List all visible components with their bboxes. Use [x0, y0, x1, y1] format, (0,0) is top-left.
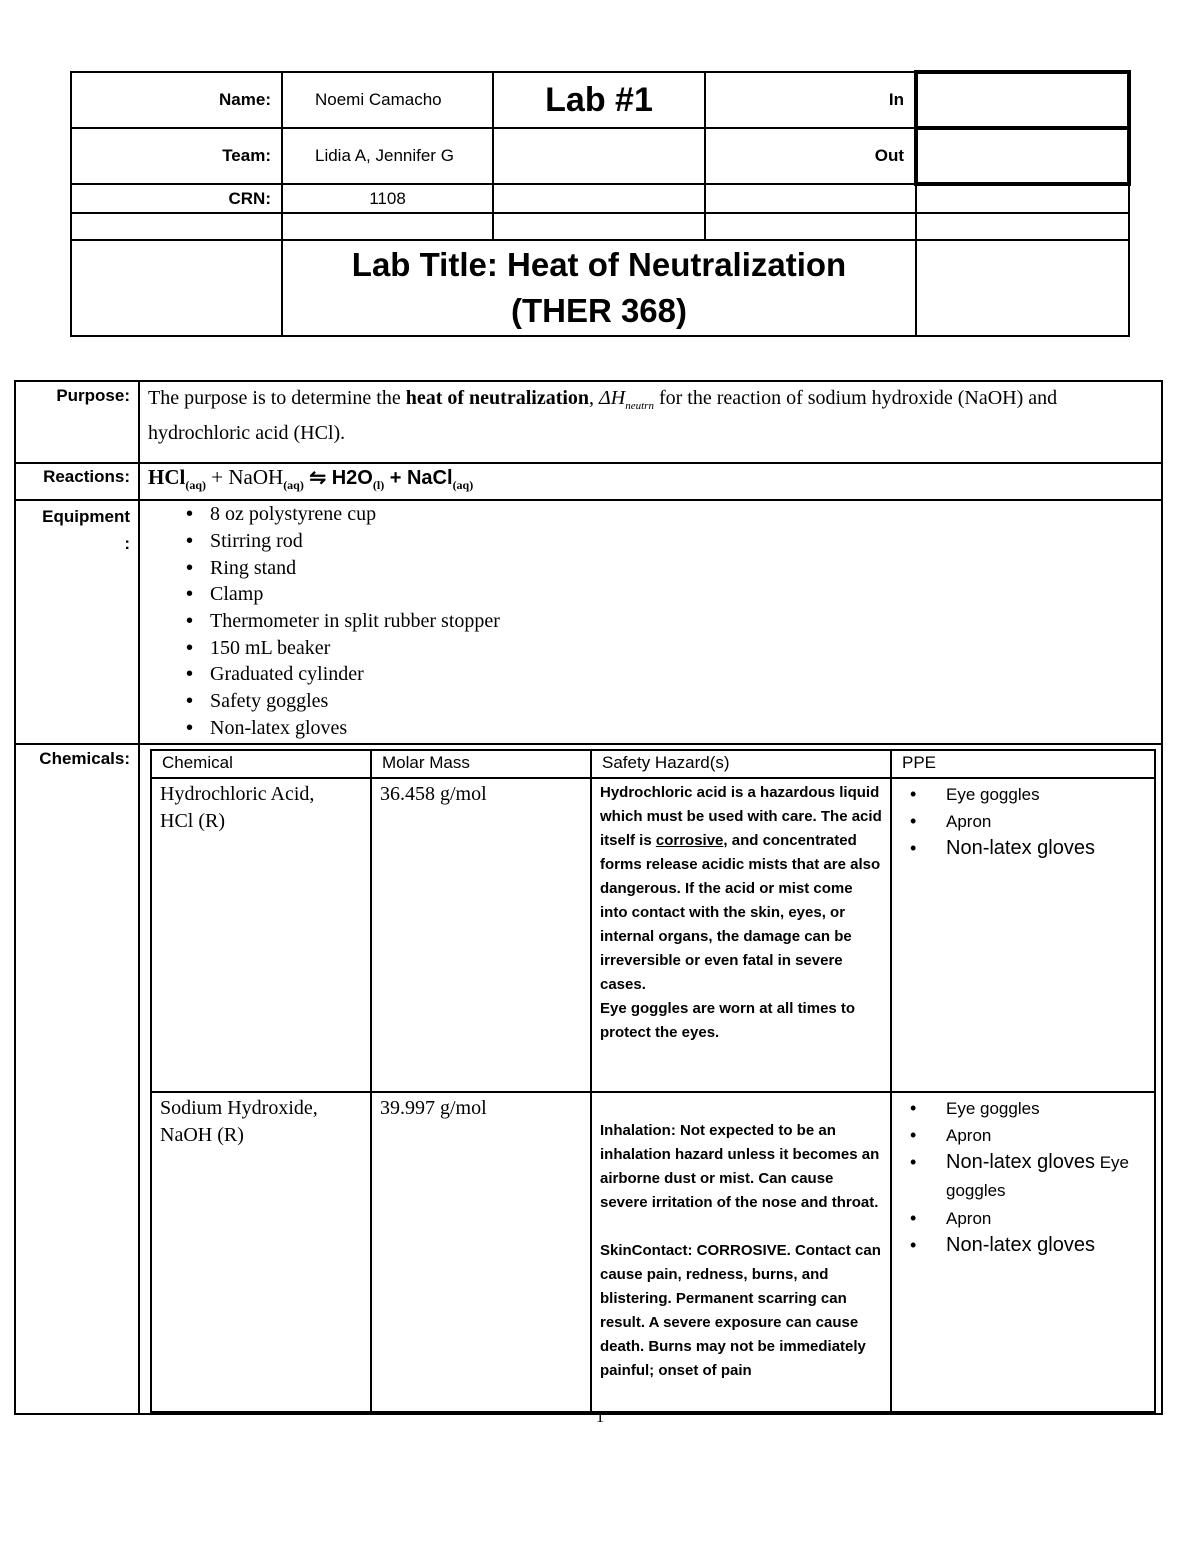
- delta-h-subscript: neutrn: [625, 400, 654, 412]
- lab-number: Lab #1: [493, 72, 705, 128]
- empty-cell: [282, 213, 493, 240]
- purpose-text-part: ,: [589, 387, 600, 409]
- empty-cell: [705, 184, 916, 213]
- lab-header-table: [70, 70, 1131, 337]
- equipment-item: • Ring stand: [186, 555, 1161, 582]
- ppe-item: • Apron: [910, 1122, 1146, 1149]
- equipment-item: • Stirring rod: [186, 528, 1161, 555]
- in-time-box: [916, 72, 1129, 128]
- empty-cell: [705, 213, 916, 240]
- ppe-item: • Apron: [910, 808, 1146, 835]
- empty-cell: [71, 213, 282, 240]
- empty-cell: [493, 128, 705, 184]
- reaction-equation: [139, 463, 1162, 500]
- equipment-label-colon: :: [124, 534, 130, 554]
- equipment-item: • Thermometer in split rubber stopper: [186, 608, 1161, 635]
- chemical-column-header: Chemical: [151, 750, 371, 778]
- equipment-item: • Graduated cylinder: [186, 661, 1161, 688]
- crn-label: CRN:: [71, 184, 282, 213]
- name-label: Name:: [71, 72, 282, 128]
- plus-sign: +: [384, 467, 407, 489]
- team-label: Team:: [71, 128, 282, 184]
- chemical-name-line: Sodium Hydroxide,: [160, 1097, 318, 1120]
- state-subscript: (aq): [185, 478, 207, 493]
- ppe-item: • Eye goggles: [910, 781, 1146, 808]
- equipment-item: • Clamp: [186, 581, 1161, 608]
- chemicals-cell: [139, 744, 1162, 1414]
- hazard-underlined-term: corrosive: [655, 832, 724, 850]
- chemical-name-line: NaOH (R): [160, 1124, 244, 1147]
- state-subscript: (l): [372, 478, 385, 493]
- purpose-text-part: for the reaction of sodium hydroxide (NaOH) and hydrochloric acid (HCl).: [148, 387, 1058, 444]
- nacl-formula: NaCl: [406, 467, 453, 489]
- plus-sign: +: [206, 465, 229, 489]
- hazard-column-header: Safety Hazard(s): [591, 750, 891, 778]
- hazard-skin-contact-text: SkinContact: CORROSIVE. Contact can cause pain, redness, burns, and blistering. Permanent scarring can result. A severe exposure can cause death. Burns may not be immediately painful; onset of pain: [600, 1242, 881, 1380]
- ppe-item: • Non-latex gloves: [910, 835, 1146, 862]
- chemical-name-line: Hydrochloric Acid,: [160, 783, 315, 806]
- lab-details-table: [14, 380, 1163, 1415]
- team-value: Lidia A, Jennifer G: [282, 128, 493, 184]
- equipment-list: [140, 501, 1161, 741]
- delta-h-symbol: ΔH: [599, 387, 626, 409]
- equipment-item: • Non-latex gloves: [186, 715, 1161, 742]
- ppe-column-header: PPE: [891, 750, 1155, 778]
- hazard-text-hcl: [591, 778, 891, 1092]
- hcl-formula: HCl: [148, 465, 186, 489]
- page-number: 1: [595, 1407, 605, 1426]
- out-label: Out: [705, 128, 916, 184]
- reactions-label: Reactions:: [15, 463, 139, 500]
- molar-mass-hcl: 36.458 g/mol: [371, 778, 591, 1092]
- in-label: In: [705, 72, 916, 128]
- empty-cell: [71, 240, 282, 336]
- equipment-label: [15, 500, 139, 744]
- h2o-formula: H2O: [331, 467, 373, 489]
- hazard-text-part: Eye goggles are worn at all times to protect the eyes.: [600, 1000, 856, 1042]
- empty-cell: [916, 240, 1129, 336]
- equipment-label-text: Equipment: [42, 507, 130, 527]
- purpose-label: Purpose:: [15, 381, 139, 463]
- ppe-item: • Apron: [910, 1205, 1146, 1232]
- equipment-list-cell: [139, 500, 1162, 744]
- ppe-item: [910, 1149, 1146, 1205]
- ppe-list-hcl: [900, 781, 1146, 862]
- ppe-item: • Non-latex gloves: [910, 1232, 1146, 1259]
- equipment-item: • 150 mL beaker: [186, 635, 1161, 662]
- empty-cell: [493, 213, 705, 240]
- chemicals-table: [150, 749, 1156, 1413]
- purpose-text-part: The purpose is to determine the: [148, 387, 406, 409]
- ppe-item: • Eye goggles: [910, 1095, 1146, 1122]
- equipment-item: • 8 oz polystyrene cup: [186, 501, 1161, 528]
- lab-title: [282, 240, 916, 336]
- molar-mass-naoh: 39.997 g/mol: [371, 1092, 591, 1412]
- ppe-list-naoh: [900, 1095, 1146, 1259]
- equilibrium-arrow: ⇋: [303, 467, 332, 489]
- ppe-cell-hcl: [891, 778, 1155, 1092]
- purpose-text: [139, 381, 1162, 463]
- chemical-name-line: HCl (R): [160, 810, 225, 833]
- state-subscript: (aq): [283, 478, 304, 493]
- empty-cell: [916, 184, 1129, 213]
- state-subscript: (aq): [452, 478, 474, 493]
- purpose-bold-term: heat of neutralization: [405, 387, 590, 409]
- lab-title-line1: Lab Title: Heat of Neutralization: [351, 246, 847, 283]
- name-value: Noemi Camacho: [282, 72, 493, 128]
- ppe-item-text: Eye goggles: [946, 1153, 1129, 1201]
- hazard-inhalation-text: Inhalation: Not expected to be an inhalation hazard unless it becomes an airborne dust or mist. Can cause severe irritation of the nose and throat.: [600, 1122, 880, 1212]
- empty-cell: [916, 213, 1129, 240]
- ppe-item-text: Non-latex gloves: [946, 1151, 1095, 1174]
- hazard-text-naoh: [591, 1092, 891, 1412]
- hazard-text-part: Hydrochloric acid is a hazardous liquid which must be used with care. The acid itself is: [600, 784, 882, 850]
- chemicals-label: Chemicals:: [15, 744, 139, 1414]
- equipment-item: • Safety goggles: [186, 688, 1161, 715]
- crn-value: 1108: [282, 184, 493, 213]
- hazard-text-part: , and concentrated forms release acidic mists that are also dangerous. If the acid or mist come into contact with the skin, eyes, or internal organs, the damage can be irreversible or even fatal in severe cases.: [600, 832, 881, 994]
- naoh-formula: NaOH: [228, 465, 284, 489]
- ppe-cell-naoh: [891, 1092, 1155, 1412]
- lab-title-line2: (THER 368): [510, 292, 688, 329]
- empty-cell: [493, 184, 705, 213]
- out-time-box: [916, 128, 1129, 184]
- molar-mass-column-header: Molar Mass: [371, 750, 591, 778]
- chemical-name-hcl: [151, 778, 371, 1092]
- chemical-name-naoh: [151, 1092, 371, 1412]
